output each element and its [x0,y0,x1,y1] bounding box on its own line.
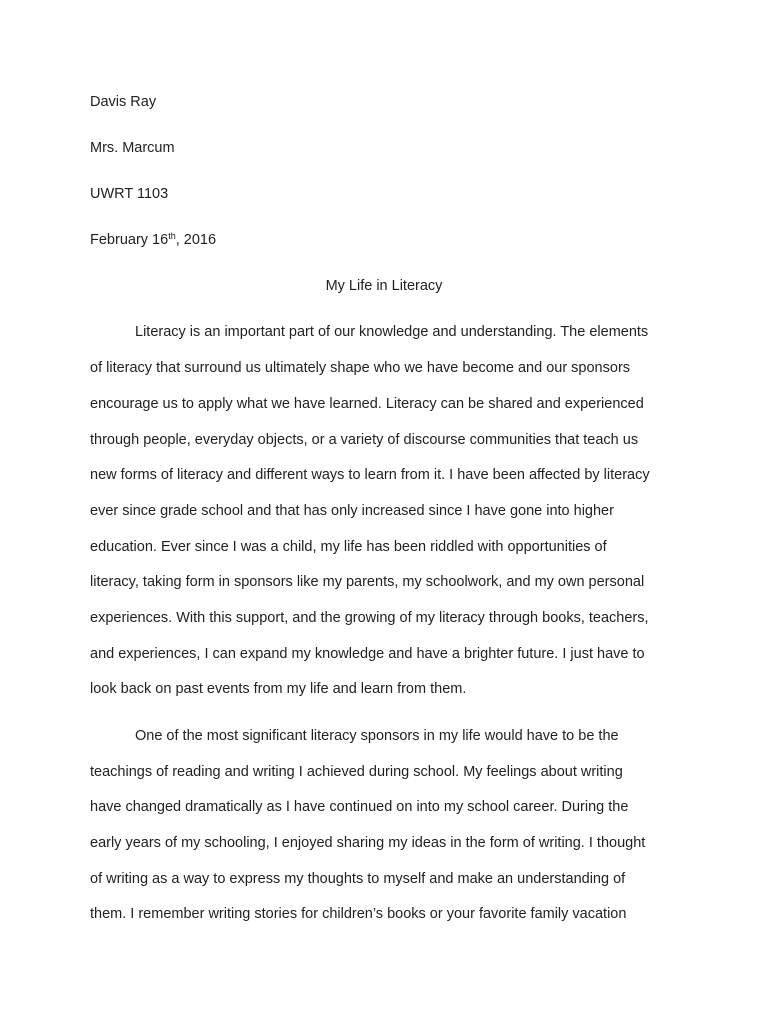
date-line [90,230,216,250]
course-code: UWRT 1103 [90,186,169,202]
essay-title: My Life in Literacy [325,278,443,294]
paragraph-2-line: have changed dramatically as I have continued on into my school career. During the [90,799,629,815]
paragraph-1-line: education. Ever since I was a child, my life has been riddled with opportunities of [90,539,607,555]
paragraph-1-line: through people, everyday objects, or a variety of discourse communities that teach us [90,432,639,448]
date-suffix: , 2016 [175,232,217,248]
paragraph-1-line: ever since grade school and that has only increased since I have gone into higher [90,503,614,519]
paragraph-2-line: of writing as a way to express my thoughts to myself and make an understanding of [90,871,626,887]
paragraph-1-line: Literacy is an important part of our knowledge and understanding. The elements [135,324,649,340]
paragraph-2-line: them. I remember writing stories for children’s books or your favorite family vacation [90,906,627,922]
paragraph-2-line: One of the most significant literacy sponsors in my life would have to be the [135,728,619,744]
paragraph-1-line: literacy, taking form in sponsors like my parents, my schoolwork, and my own personal [90,574,645,590]
paragraph-2-line: teachings of reading and writing I achieved during school. My feelings about writing [90,764,623,780]
paragraph-1-line: new forms of literacy and different ways to learn from it. I have been affected by literacy [90,467,650,483]
author-name: Davis Ray [90,94,157,110]
instructor-name: Mrs. Marcum [90,140,175,156]
paragraph-1-line: look back on past events from my life and learn from them. [90,681,467,697]
date-prefix: February 16 [90,232,169,248]
paragraph-1-line: of literacy that surround us ultimately shape who we have become and our sponsors [90,360,631,376]
paragraph-1-line: and experiences, I can expand my knowledge and have a brighter future. I just have to [90,646,645,662]
paragraph-2-line: early years of my schooling, I enjoyed sharing my ideas in the form of writing. I thought [90,835,646,851]
date-superscript: th [168,231,176,241]
paragraph-1-line: encourage us to apply what we have learned. Literacy can be shared and experienced [90,396,644,412]
paragraph-1-line: experiences. With this support, and the growing of my literacy through books, teachers, [90,610,649,626]
